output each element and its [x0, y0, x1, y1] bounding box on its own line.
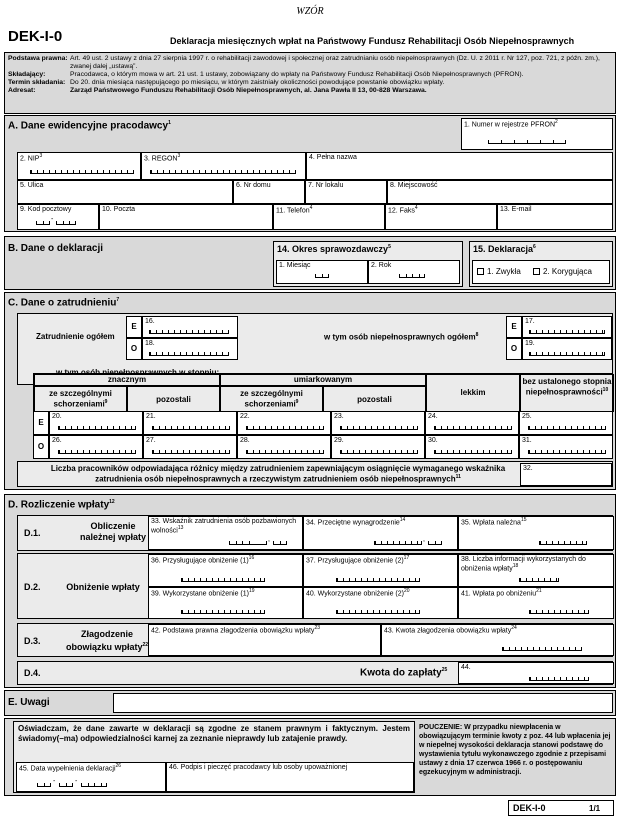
znacz-pozostali-header: pozostali	[127, 386, 220, 412]
znacz-szczeg-header: ze szczególnymi schorzeniami$^9$	[34, 386, 127, 412]
checkbox-korygujaca[interactable]: 2. Korygująca	[533, 267, 592, 276]
field-42[interactable]: 42. Podstawa prawna złagodzenia obowiązku wpłaty$^{23}$	[148, 624, 381, 656]
deklaracja-options	[472, 260, 610, 284]
termin-value: Do 20. dnia miesiąca następującego po miesiącu, w którym zaistniały okoliczności powodujące powstanie obowiązku wpłaty.	[70, 79, 445, 86]
field-telefon[interactable]: 11. Telefon$^4$	[273, 204, 385, 230]
field-email[interactable]: 13. E-mail	[497, 204, 613, 230]
field-miesiac[interactable]: 1. Miesiąc	[276, 260, 368, 284]
field-19[interactable]: 19.	[522, 338, 612, 360]
d3-label: Złagodzenie obowiązku wpłaty$^{22}$	[65, 629, 149, 652]
lekkim-header: lekkim	[426, 374, 520, 412]
d2-label: Obniżenie wpłaty	[66, 582, 140, 592]
d4-block	[17, 661, 613, 685]
field-regon[interactable]: 3. REGON$^3$	[141, 152, 306, 180]
field-39[interactable]: 39. Wykorzystane obniżenie $(1)^{19}$	[148, 587, 303, 619]
pouczenie-text: POUCZENIE: W przypadku niewpłacenia w obowiązującym terminie kwoty z poz. 44 lub wpłacenia jej w niepełnej wysokości deklaracja stanowi podstawę do wystawienia tytułu wykonawczego zgodnie z przepisami ustawy z dnia 17 czerwca 1966 r. o postępowaniu egzekucyjnym w administracji.	[419, 724, 611, 776]
field-deklaracja: 15. Deklaracja$^6$ 1. Zwykła 2. Korygująca	[469, 241, 613, 287]
field-miejscowosc[interactable]: 8. Miejscowość	[387, 180, 613, 204]
liczba-row	[17, 461, 613, 487]
zatr-ogolem-label: Zatrudnienie ogółem	[36, 332, 115, 341]
umiar-szczeg-header: ze szczególnymi schorzeniami$^9$	[220, 386, 323, 412]
adresat-key: Adresat:	[8, 87, 36, 94]
field-16[interactable]: 16.	[142, 316, 238, 338]
umiarkowanym-header: umiarkowanym	[220, 374, 426, 386]
field-27[interactable]: 27.	[143, 435, 237, 459]
field-22[interactable]: 22.	[237, 411, 331, 435]
row-o-label: O	[33, 435, 49, 459]
bez-header: bez ustalonego stopnia niepełnosprawności$^{10}$	[520, 374, 614, 412]
statement-box	[13, 721, 415, 793]
field-45[interactable]: 45. Data wypełnienia deklaracji$^{26}$ - -	[16, 762, 166, 792]
skladajacy-key: Składający:	[8, 71, 46, 78]
field-43[interactable]: 43. Kwota złagodzenia obowiązku wpłaty$^{24}$	[381, 624, 614, 656]
d3-number: D.3.	[24, 636, 41, 646]
field-24[interactable]: 24.	[425, 411, 519, 435]
form-code: DEK-I-0	[8, 28, 63, 45]
field-pfron[interactable]: 1. Numer w rejestrze PFRON$^2$	[461, 118, 613, 150]
d4-number: D.4.	[24, 668, 41, 678]
section-a	[4, 115, 616, 232]
section-e-title: E. Uwagi	[8, 697, 50, 708]
termin-key: Termin składania:	[8, 79, 66, 86]
field-34[interactable]: 34. Przeciętne wynagrodzenie$^{14}$ ,	[303, 516, 458, 550]
field-18[interactable]: 18.	[142, 338, 238, 360]
d2-block	[17, 553, 613, 619]
field-30[interactable]: 30.	[425, 435, 519, 459]
field-28[interactable]: 28.	[237, 435, 331, 459]
wzor-label: WZÓR	[296, 6, 324, 17]
uwagi-field[interactable]	[113, 693, 613, 713]
field-ulica[interactable]: 5. Ulica	[17, 180, 233, 204]
footer-box	[508, 800, 614, 816]
field-20[interactable]: 20.	[49, 411, 143, 435]
header-box	[4, 52, 616, 114]
o-label-2: O	[506, 338, 522, 360]
field-36[interactable]: 36. Przysługujące obniżenie $(1)^{16}$	[148, 554, 303, 587]
field-pelna-nazwa[interactable]: 4. Pełna nazwa	[306, 152, 613, 180]
section-a-title: A. Dane ewidencyjne pracodawcy$^1$	[8, 120, 171, 132]
field-37[interactable]: 37. Przysługujące obniżenie $(2)^{17}$	[303, 554, 458, 587]
section-d-title: D. Rozliczenie wpłaty$^{12}$	[8, 499, 115, 511]
adresat-value: Zarząd Państwowego Funduszu Rehabilitacji Osób Niepełnosprawnych, al. Jana Pawła II 13, 00-828 Warszawa.	[70, 87, 427, 94]
statement-text: Oświadczam, że dane zawarte w deklaracji są zgodne ze stanem prawnym i faktycznym. Jestem świadomy(–ma) odpowiedzialności karnej za zeznanie nieprawdy lub zatajenie prawdy.	[18, 724, 410, 743]
section-c-title: C. Dane o zatrudnieniu$^7$	[8, 297, 120, 309]
field-17[interactable]: 17.	[522, 316, 612, 338]
section-e	[4, 690, 616, 716]
page-number: 1/1	[589, 804, 601, 813]
field-41[interactable]: 41. Wpłata po obniżeniu$^{21}$	[458, 587, 614, 619]
footer-code: DEK-I-0	[513, 803, 546, 813]
section-b-title: B. Dane o deklaracji	[8, 243, 104, 254]
field-35[interactable]: 35. Wpłata należna$^{15}$	[458, 516, 614, 550]
field-33[interactable]: 33. Wskaźnik zatrudnienia osób pozbawionych wolności$^{13}$ ,	[148, 516, 303, 550]
podstawa-key: Podstawa prawna:	[8, 55, 68, 62]
field-23[interactable]: 23.	[331, 411, 425, 435]
field-26[interactable]: 26.	[49, 435, 143, 459]
field-32[interactable]: 32.	[520, 463, 612, 486]
d1-number: D.1.	[24, 528, 41, 538]
field-nr-lokalu[interactable]: 7. Nr lokalu	[305, 180, 387, 204]
podstawa-value: Art. 49 ust. 2 ustawy z dnia 27 sierpnia 1997 r. o rehabilitacji zawodowej i społecznej oraz zatrudnianiu osób niepełnosprawnych (Dz. U. z 2011 r. Nr 127, poz. 721, z późn. zm.), zwanej dalej „ustawą”.	[70, 55, 600, 70]
wtym-niepeln-label: w tym osób niepełnosprawnych ogółem$^8$	[324, 332, 479, 342]
field-25[interactable]: 25.	[519, 411, 613, 435]
field-38[interactable]: 38. Liczba informacji wykorzystanych do obniżenia wpłaty$^{18}$	[458, 554, 614, 587]
field-nr-domu[interactable]: 6. Nr domu	[233, 180, 305, 204]
field-44[interactable]: 44.	[458, 662, 614, 684]
liczba-label: Liczba pracowników odpowiadająca różnicy między zatrudnieniem zapewniającym osiągnięcie wymaganego wskaźnika zatrudnienia osób niepełnosprawnych a rzeczywistym zatrudnieniem osób niepełnosprawnych$^{11}$	[50, 464, 506, 484]
field-poczta[interactable]: 10. Poczta	[99, 204, 273, 230]
field-nip[interactable]: 2. NIP$^3$	[17, 152, 141, 180]
section-d	[4, 494, 616, 688]
section-b	[4, 236, 616, 290]
field-40[interactable]: 40. Wykorzystane obniżenie $(2)^{20}$	[303, 587, 458, 619]
row-e-label: E	[33, 411, 49, 435]
field-46[interactable]: 46. Podpis i pieczęć pracodawcy lub osoby upoważnionej	[166, 762, 414, 792]
field-29[interactable]: 29.	[331, 435, 425, 459]
field-21[interactable]: 21.	[143, 411, 237, 435]
field-rok[interactable]: 2. Rok	[368, 260, 460, 284]
skladajacy-value: Pracodawca, o którym mowa w art. 21 ust. 1 ustawy, zobowiązany do wpłaty na Państwowy Fundusz Rehabilitacji Osób Niepełnosprawnych (PFRON).	[70, 71, 524, 78]
section-c	[4, 292, 616, 490]
field-faks[interactable]: 12. Faks$^4$	[385, 204, 497, 230]
field-31[interactable]: 31.	[519, 435, 613, 459]
form-title: Deklaracja miesięcznych wpłat na Państwowy Fundusz Rehabilitacji Osób Niepełnosprawnych	[170, 36, 575, 46]
d2-number: D.2.	[24, 582, 41, 592]
umiar-pozostali-header: pozostali	[323, 386, 426, 412]
o-label: O	[126, 338, 142, 360]
statement-section	[4, 718, 616, 796]
field-kod-pocztowy[interactable]: 9. Kod pocztowy -	[17, 204, 99, 230]
znacznym-header: znacznym	[34, 374, 220, 386]
e-label-2: E	[506, 316, 522, 338]
field-okres: 14. Okres sprawozdawczy$^5$ 1. Miesiąc 2. Rok	[273, 241, 463, 287]
degree-fields	[49, 411, 613, 459]
e-label: E	[126, 316, 142, 338]
d1-block	[17, 515, 613, 551]
checkbox-zwykla[interactable]: 1. Zwykła	[477, 267, 521, 276]
d4-label: Kwota do zapłaty$^{25}$	[360, 667, 448, 679]
d1-label: Obliczenie należnej wpłaty	[79, 521, 147, 542]
d3-block	[17, 623, 613, 657]
